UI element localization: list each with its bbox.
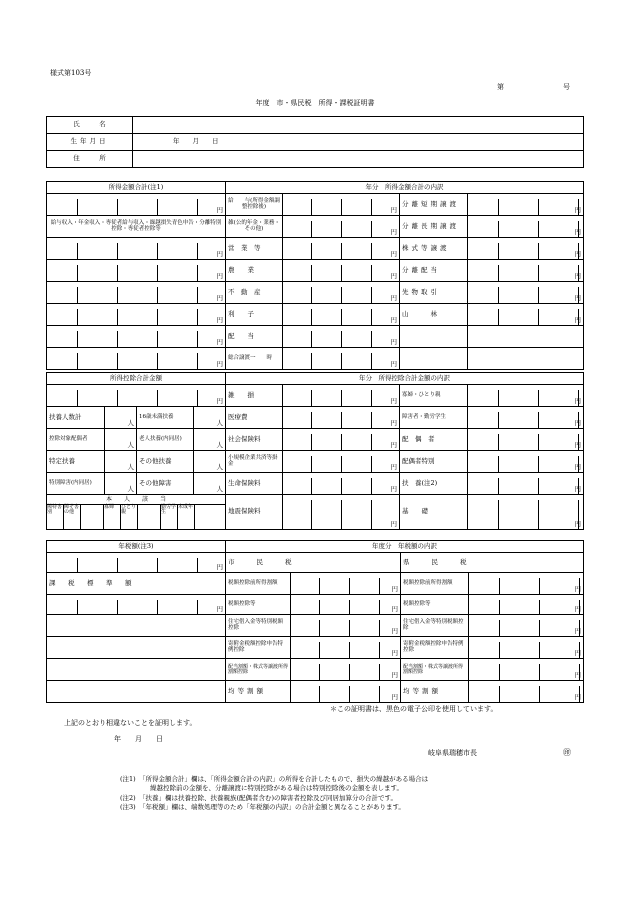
cert-no-go: 号 <box>563 83 570 91</box>
deduction-total-header: 所得控除合計金額 <box>47 373 226 385</box>
tax-base-amount: 円 <box>47 595 226 615</box>
income-left-note: 給与収入・年金収入・専従者給与収入・繰越損失青色申告・分離特別控除・専従者控除等 <box>47 216 226 238</box>
tax-base-label: 課 税 標 準 額 <box>47 573 226 595</box>
address-value <box>133 151 584 168</box>
city-tax-header: 市 民 税 <box>226 553 401 573</box>
note-2: (注2) 「扶養」欄は扶養控除、扶養親族(配偶者含む)の障害者控除及び同居加算分の合計です。 <box>120 793 398 802</box>
cert-no-dai: 第 <box>497 83 504 91</box>
deduction-total-amount: 円 <box>47 385 226 407</box>
electronic-seal-note: ＊この証明書は、黒色の電子公印を使用しています。 <box>330 705 498 713</box>
deduction-breakdown-header: 年分 所得控除合計金額の内訳 <box>226 373 584 385</box>
note-1: (注1) 「所得金額合計」欄は、「所得金額合計の内訳」の所得を合計したもので、損失の繰越がある場合は <box>120 775 429 783</box>
income-table: 所得金額合計(注1) 年分 所得金額合計の内訳 円 給 与(所得金額調整控除後) 円 分離短期譲渡 円 給与収入・年金収入・専従者給与収入・繰越損失青色申告・分離特別控除・専従者控除等 雑(公的年金・業務・その他) 円 分離長期譲渡 円 円 営 業 等 円 株式等譲渡 円 円 農 業 円 分離配当 円 円 不 動 産 円 先物取引 円 円 利 子 円 山 林 円 円 配 当 円 円 総合譲渡一 時 円 <box>46 181 584 370</box>
issuer-name: 岐阜県瑞穂市長 <box>428 749 477 757</box>
seal-mark: ㊞ <box>563 748 571 757</box>
tax-breakdown-header: 年度分 年税額の内訳 <box>226 541 584 553</box>
name-label: 氏 名 <box>47 117 133 134</box>
income-breakdown-header: 年分 所得金額合計の内訳 <box>226 182 584 194</box>
form-number: 様式第103号 <box>50 69 92 77</box>
footnotes <box>120 775 600 813</box>
person-table <box>46 116 584 168</box>
income-total-amount: 円 <box>47 194 226 216</box>
note-1-cont: 繰越控除前の金額を、分離譲渡に特別控除がある場合は特別控除後の金額を表します。 <box>150 784 403 793</box>
tax-total-header: 年税額(注3) <box>47 541 226 553</box>
person-status-header: 本 人 該 当 <box>47 495 225 505</box>
label-kyuyo: 給 与(所得金額調整控除後) <box>226 194 283 216</box>
birth-label: 生年月日 <box>47 134 133 151</box>
deduction-table: 所得控除合計金額 年分 所得控除合計金額の内訳 円 雑 損 円 寡婦・ひとり親 円 扶養人数計 人 16歳未満扶養 人 医療費 円 障害者・勤労学生 円 控除対象配偶者 人 老人扶養(内同居) 人 社会保険料 円 配 偶 者 円 特定扶養 人 その他扶養 人 小規模企業共済等掛金 円 配偶者特別 円 特別障害(内同居) 人 その他障害 人 生命保険料 円 扶 養(注2) 円 本 人 該 当 障特害別 障そ害の他 寡婦 ひとり親 勤労学生 未成年 地震保険料 円 基 礎 円 <box>46 372 584 530</box>
birth-value: 年 月 日 <box>133 134 584 151</box>
name-value <box>133 117 584 134</box>
pref-tax-header: 県 民 税 <box>401 553 584 573</box>
person-status-cell: 本 人 該 当 障特害別 障そ害の他 寡婦 ひとり親 勤労学生 未成年 <box>47 495 226 530</box>
note-3: (注3) 「年税額」欄は、端数処理等のため「年税額の内訳」の合計金額と異なることがあります。 <box>120 803 405 812</box>
address-label: 住 所 <box>47 151 133 168</box>
issue-date: 年 月 日 <box>114 735 163 743</box>
income-total-header: 所得金額合計(注1) <box>47 182 226 194</box>
page-title: 年度 市・県民税 所得・課税証明書 <box>255 99 375 107</box>
certify-statement: 上記のとおり相違ないことを証明します。 <box>64 719 197 727</box>
tax-table: 年税額(注3) 年度分 年税額の内訳 円 市 民 税 県 民 税 課 税 標 準 額 税額控除前所得割額 円 税額控除前所得割額 円 円 税額控除等 円 税額控除等 円 住宅借入金等特別税額控除 円 住宅借入金等特別税額控除 円 寄附金税額控除申告特例控除 円 寄附金税額控除申告特例控除 円 配当割額・株式等譲渡所得割額控除 円 配当割額・株式等譲渡所得割額控除 円 均等割額 円 均等割額 円 <box>46 540 584 703</box>
tax-total-amount: 円 <box>47 553 226 573</box>
